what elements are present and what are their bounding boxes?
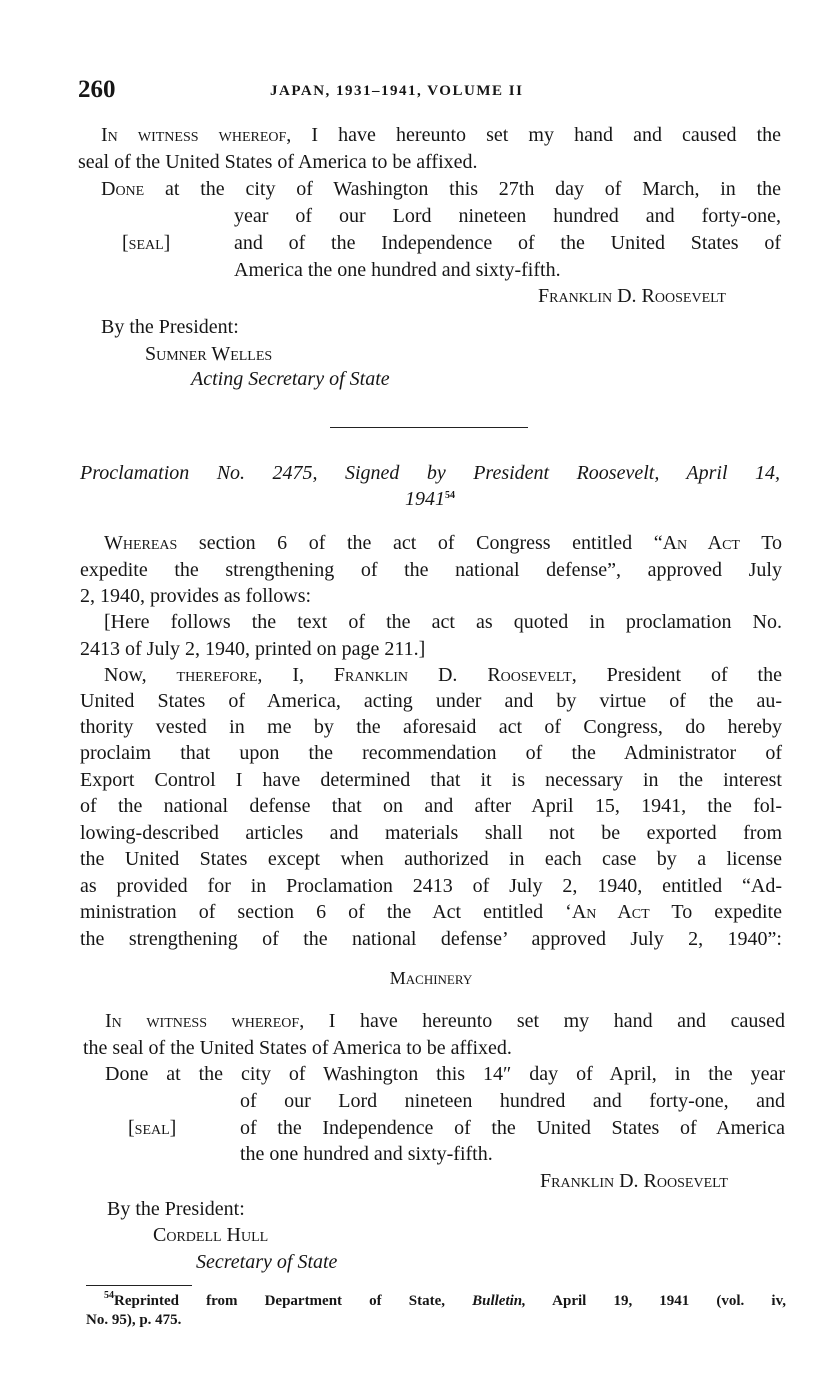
countersigner-name: Sumner Welles [145, 343, 273, 365]
witness2-lead: In witness whereof, [105, 1010, 305, 1032]
witness-line-1 [101, 122, 781, 148]
running-head [78, 76, 783, 108]
now-therefore-line-1 [104, 662, 782, 688]
l10-end: To expedite [671, 901, 782, 923]
countersigner-title-2: Secretary of State [196, 1251, 338, 1273]
act-title: An Act [662, 532, 740, 554]
witness2-line-2: the seal of the United States of America to be affixed. [83, 1037, 512, 1059]
bracket-note-line-1: [Here follows the text of the act as quoted in proclamation No. [104, 611, 782, 633]
footnote-line-1 [104, 1292, 786, 1311]
footnote-marker: 54 [104, 1290, 114, 1301]
proclamation-heading-line-1: Proclamation No. 2475, Signed by President Roosevelt, April 14, [80, 462, 780, 484]
witness2-text: I have hereunto set my hand and caused [328, 1010, 786, 1032]
done-text: at the city of Washington this 27th day of March, in the [165, 178, 782, 200]
heading-footnote-ref: 54 [445, 490, 455, 501]
now-therefore-line-10 [80, 899, 782, 925]
now-therefore-line-7: lowing-described articles and materials shall not be exported from [80, 822, 782, 844]
whereas-line-3: 2, 1940, provides as follows: [80, 585, 312, 607]
done2-line-3: of the Independence of the United States of America [240, 1117, 785, 1139]
seal-mark: [seal] [122, 232, 171, 254]
whereas-line-2: expedite the strengthening of the national defense”, approved July [80, 559, 782, 581]
pronoun: I, [292, 664, 304, 686]
section-divider [330, 427, 528, 428]
machinery-heading: Machinery [389, 968, 473, 988]
done-line-2: year of our Lord nineteen hundred and forty-one, [234, 205, 781, 227]
by-the-president: By the President: [101, 316, 239, 338]
whereas-line-1 [104, 530, 782, 556]
done-lead: Done [101, 178, 145, 200]
witness-line-2: seal of the United States of America to be affixed. [78, 151, 478, 173]
whereas-text-end: To [761, 532, 783, 554]
proclamation-heading-line-2 [80, 486, 780, 512]
done-line-4: America the one hundred and sixty-fifth. [234, 259, 561, 281]
done2-line-1: Done at the city of Washington this 14″ day of April, in the year [105, 1063, 785, 1085]
whereas-text: section 6 of the act of Congress entitled “ [198, 532, 663, 554]
signature-roosevelt: Franklin D. Roosevelt [538, 285, 726, 307]
heading-year: 1941 [405, 488, 445, 510]
l10-start: ministration of section 6 of the Act entitled ‘ [80, 901, 572, 923]
footnote-line-2: No. 95), p. 475. [86, 1312, 182, 1328]
now-lead: Now, [104, 664, 147, 686]
countersigner-title: Acting Secretary of State [191, 368, 390, 390]
witness2-line-1 [105, 1008, 785, 1034]
now-therefore-line-9: as provided for in Proclamation 2413 of July 2, 1940, entitled “Ad- [80, 875, 782, 897]
by-the-president-2: By the President: [107, 1198, 245, 1220]
done2-line-2: of our Lord nineteen hundred and forty-one, and [240, 1090, 785, 1112]
done-line-1 [101, 176, 781, 202]
now-therefore-line-11: the strengthening of the national defense’ approved July 2, 1940”: [80, 928, 782, 950]
now-therefore-line-5: Export Control I have determined that it is necessary in the interest [80, 769, 782, 791]
footnote-text-start: Reprinted from Department of State, [114, 1293, 445, 1309]
running-head-title: JAPAN, 1931–1941, VOLUME II [270, 83, 524, 99]
seal-mark-2: [seal] [128, 1117, 177, 1139]
footnote-publication: Bulletin, [472, 1293, 526, 1309]
now-therefore-line-2: United States of America, acting under and by virtue of the au- [80, 690, 782, 712]
now-therefore-line-4: proclaim that upon the recommendation of the Administrator of [80, 742, 782, 764]
now-therefore-end: President of the [606, 664, 782, 686]
done2-line-4: the one hundred and sixty-fifth. [240, 1143, 493, 1165]
act-title-2: An Act [571, 901, 650, 923]
footnote-text-end: April 19, 1941 (vol. iv, [552, 1293, 786, 1309]
president-name: Franklin D. Roosevelt, [333, 664, 577, 686]
done-line-3: and of the Independence of the United States of [234, 232, 781, 254]
whereas-lead: Whereas [104, 532, 178, 554]
footnote-rule [86, 1285, 192, 1286]
witness-text: I have hereunto set my hand and caused the [311, 124, 781, 146]
now-therefore-line-8: the United States except when authorized in each case by a license [80, 848, 782, 870]
page-number: 260 [78, 76, 116, 103]
countersigner-name-2: Cordell Hull [153, 1224, 269, 1246]
signature-roosevelt-2: Franklin D. Roosevelt [540, 1170, 728, 1192]
therefore-lead: therefore, [176, 664, 263, 686]
witness-lead: In witness whereof, [101, 124, 292, 146]
now-therefore-line-3: thority vested in me by the aforesaid act of Congress, do hereby [80, 716, 782, 738]
footnote-marker-group [104, 1290, 445, 1309]
now-therefore-line-6: of the national defense that on and after April 15, 1941, the fol- [80, 795, 782, 817]
bracket-note-line-2: 2413 of July 2, 1940, printed on page 211.] [80, 638, 426, 660]
